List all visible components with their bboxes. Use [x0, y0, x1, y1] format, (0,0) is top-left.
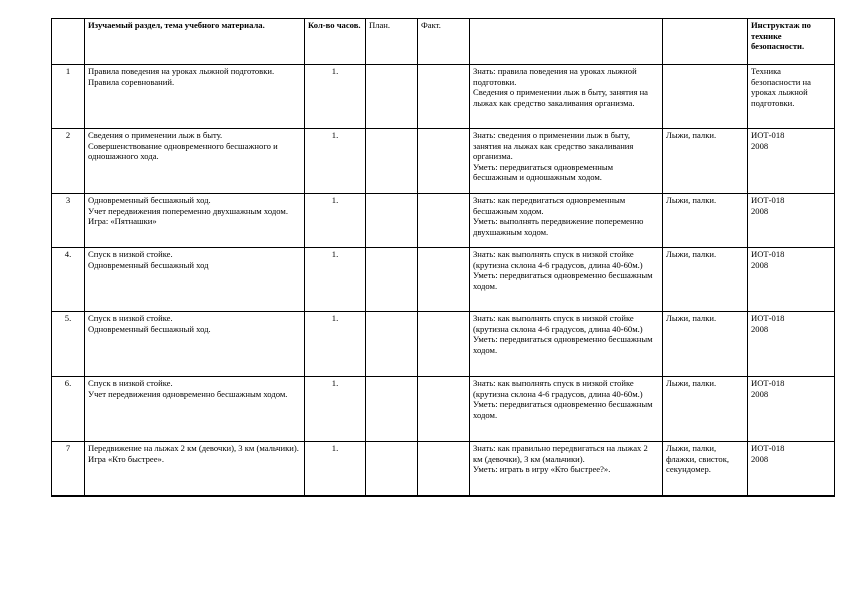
topic-line: Одновременный бесшажный ход — [88, 259, 209, 270]
topic-line: Учет передвижения одновременно бесшажным ходом. — [88, 388, 288, 399]
row-hours: 1. — [305, 194, 366, 248]
requirement-line: Сведения о применении лыж в быту, занятия на лыжах как средство закаливания организма. — [473, 87, 648, 108]
requirement-line: Уметь: передвигаться одновременно бесшажным ходом. — [473, 270, 653, 291]
row-topic — [85, 65, 305, 129]
row-equipment — [663, 129, 748, 194]
safety-line: 2008 — [751, 259, 769, 270]
header-fact: Факт. — [418, 19, 470, 65]
requirement-line: Уметь: передвигаться одновременно бесшажным ходом. — [473, 334, 653, 355]
topic-line: Игра: «Пятнашки» — [88, 216, 157, 226]
header-requirements — [470, 19, 663, 65]
row-safety — [748, 442, 835, 497]
topic-line: Спуск в низкой стойке. — [88, 313, 173, 323]
row-equipment — [663, 248, 748, 312]
row-plan — [366, 194, 418, 248]
row-safety — [748, 248, 835, 312]
topic-line: Передвижение на лыжах 2 км (девочки), 3 км (мальчики). — [88, 443, 299, 453]
row-topic — [85, 442, 305, 497]
table-row — [52, 129, 835, 194]
topic-line: Учет передвижения попеременно двухшажным ходом. — [88, 205, 288, 216]
equipment-line: Лыжи, палки. — [666, 249, 717, 259]
table-row — [52, 377, 835, 442]
row-safety — [748, 377, 835, 442]
row-num: 2 — [52, 129, 85, 194]
equipment-line: Лыжи, палки. — [666, 130, 717, 140]
row-hours: 1. — [305, 442, 366, 497]
row-fact — [418, 248, 470, 312]
safety-line: 2008 — [751, 453, 769, 464]
row-num: 7 — [52, 442, 85, 497]
row-hours: 1. — [305, 65, 366, 129]
lesson-plan-table — [51, 18, 835, 497]
row-plan — [366, 248, 418, 312]
row-topic — [85, 248, 305, 312]
header-num — [52, 19, 85, 65]
safety-line: 2008 — [751, 323, 769, 334]
safety-line: ИОТ-018 — [751, 195, 785, 205]
row-fact — [418, 194, 470, 248]
row-num: 4. — [52, 248, 85, 312]
safety-line: ИОТ-018 — [751, 443, 785, 453]
topic-line: Спуск в низкой стойке. — [88, 378, 173, 388]
topic-line: Одновременный бесшажный ход. — [88, 195, 211, 205]
header-topic: Изучаемый раздел, тема учебного материала. — [85, 19, 305, 65]
requirement-line: Знать: как выполнять спуск в низкой стойке (крутизна склона 4-6 градусов, длина 40-60м.) — [473, 249, 643, 270]
safety-line: ИОТ-018 — [751, 378, 785, 388]
row-equipment — [663, 194, 748, 248]
safety-line: ИОТ-018 — [751, 313, 785, 323]
requirement-line: Знать: сведения о применении лыж в быту, занятия на лыжах как средство закаливания организма. — [473, 130, 634, 161]
equipment-line: Лыжи, палки. — [666, 313, 717, 323]
row-plan — [366, 129, 418, 194]
safety-line: ИОТ-018 — [751, 249, 785, 259]
requirement-line: Уметь: передвигаться одновременным бесшажным и одношажным ходом. — [473, 161, 614, 182]
equipment-line: Лыжи, палки, флажки, свисток, секундомер. — [666, 443, 730, 474]
row-topic — [85, 312, 305, 377]
row-safety — [748, 129, 835, 194]
row-requirements — [470, 248, 663, 312]
row-requirements — [470, 65, 663, 129]
row-equipment — [663, 65, 748, 129]
topic-line: Правила соревнований. — [88, 76, 175, 87]
header-safety: Инструктаж по технике безопасности. — [748, 19, 835, 65]
row-topic — [85, 129, 305, 194]
table-row — [52, 312, 835, 377]
table-row — [52, 194, 835, 248]
topic-line: Спуск в низкой стойке. — [88, 249, 173, 259]
topic-line: Игра «Кто быстрее». — [88, 453, 164, 464]
table-row — [52, 442, 835, 497]
requirement-line: Уметь: выполнять передвижение попеременно двухшажным ходом. — [473, 216, 644, 237]
equipment-line: Лыжи, палки. — [666, 378, 717, 388]
equipment-line: Лыжи, палки. — [666, 195, 717, 205]
topic-line: Правила поведения на уроках лыжной подготовки. — [88, 66, 275, 76]
header-equipment — [663, 19, 748, 65]
row-fact — [418, 377, 470, 442]
row-requirements — [470, 442, 663, 497]
table-row — [52, 65, 835, 129]
requirement-line: Уметь: играть в игру «Кто быстрее?». — [473, 464, 611, 474]
header-plan: План. — [366, 19, 418, 65]
safety-line: 2008 — [751, 140, 769, 151]
requirement-line: Знать: как передвигаться одновременным бесшажным ходом. — [473, 195, 626, 216]
table-row — [52, 248, 835, 312]
header-hours: Кол-во часов. — [305, 19, 366, 65]
row-topic — [85, 194, 305, 248]
row-topic — [85, 377, 305, 442]
topic-line: Сведения о применении лыж в быту. — [88, 130, 223, 140]
row-equipment — [663, 312, 748, 377]
row-requirements — [470, 129, 663, 194]
row-hours: 1. — [305, 248, 366, 312]
row-num: 6. — [52, 377, 85, 442]
row-fact — [418, 65, 470, 129]
row-equipment — [663, 377, 748, 442]
row-hours: 1. — [305, 377, 366, 442]
row-num: 5. — [52, 312, 85, 377]
requirement-line: Уметь: передвигаться одновременно бесшажным ходом. — [473, 399, 653, 420]
row-plan — [366, 312, 418, 377]
row-equipment — [663, 442, 748, 497]
row-hours: 1. — [305, 312, 366, 377]
row-hours: 1. — [305, 129, 366, 194]
safety-line: ИОТ-018 — [751, 130, 785, 140]
row-requirements — [470, 312, 663, 377]
requirement-line: Знать: правила поведения на уроках лыжной подготовки. — [473, 66, 637, 87]
row-requirements — [470, 194, 663, 248]
topic-line: Одновременный бесшажный ход. — [88, 323, 211, 334]
safety-line: 2008 — [751, 205, 769, 216]
row-fact — [418, 312, 470, 377]
row-safety — [748, 194, 835, 248]
requirement-line: Знать: как выполнять спуск в низкой стойке (крутизна склона 4-6 градусов, длина 40-60м.) — [473, 378, 643, 399]
requirement-line: Знать: как правильно передвигаться на лыжах 2 км (девочки), 3 км (мальчики). — [473, 443, 648, 464]
row-num: 3 — [52, 194, 85, 248]
safety-line: Техника безопасности на уроках лыжной подготовки. — [751, 66, 811, 108]
safety-line: 2008 — [751, 388, 769, 399]
row-num: 1 — [52, 65, 85, 129]
row-plan — [366, 377, 418, 442]
row-fact — [418, 442, 470, 497]
topic-line: Совершенствование одновременного бесшажного и одношажного хода. — [88, 140, 278, 161]
row-safety — [748, 312, 835, 377]
row-plan — [366, 65, 418, 129]
row-plan — [366, 442, 418, 497]
row-safety — [748, 65, 835, 129]
row-requirements — [470, 377, 663, 442]
requirement-line: Знать: как выполнять спуск в низкой стойке (крутизна склона 4-6 градусов, длина 40-60м.) — [473, 313, 643, 334]
row-fact — [418, 129, 470, 194]
header-row — [52, 19, 835, 65]
